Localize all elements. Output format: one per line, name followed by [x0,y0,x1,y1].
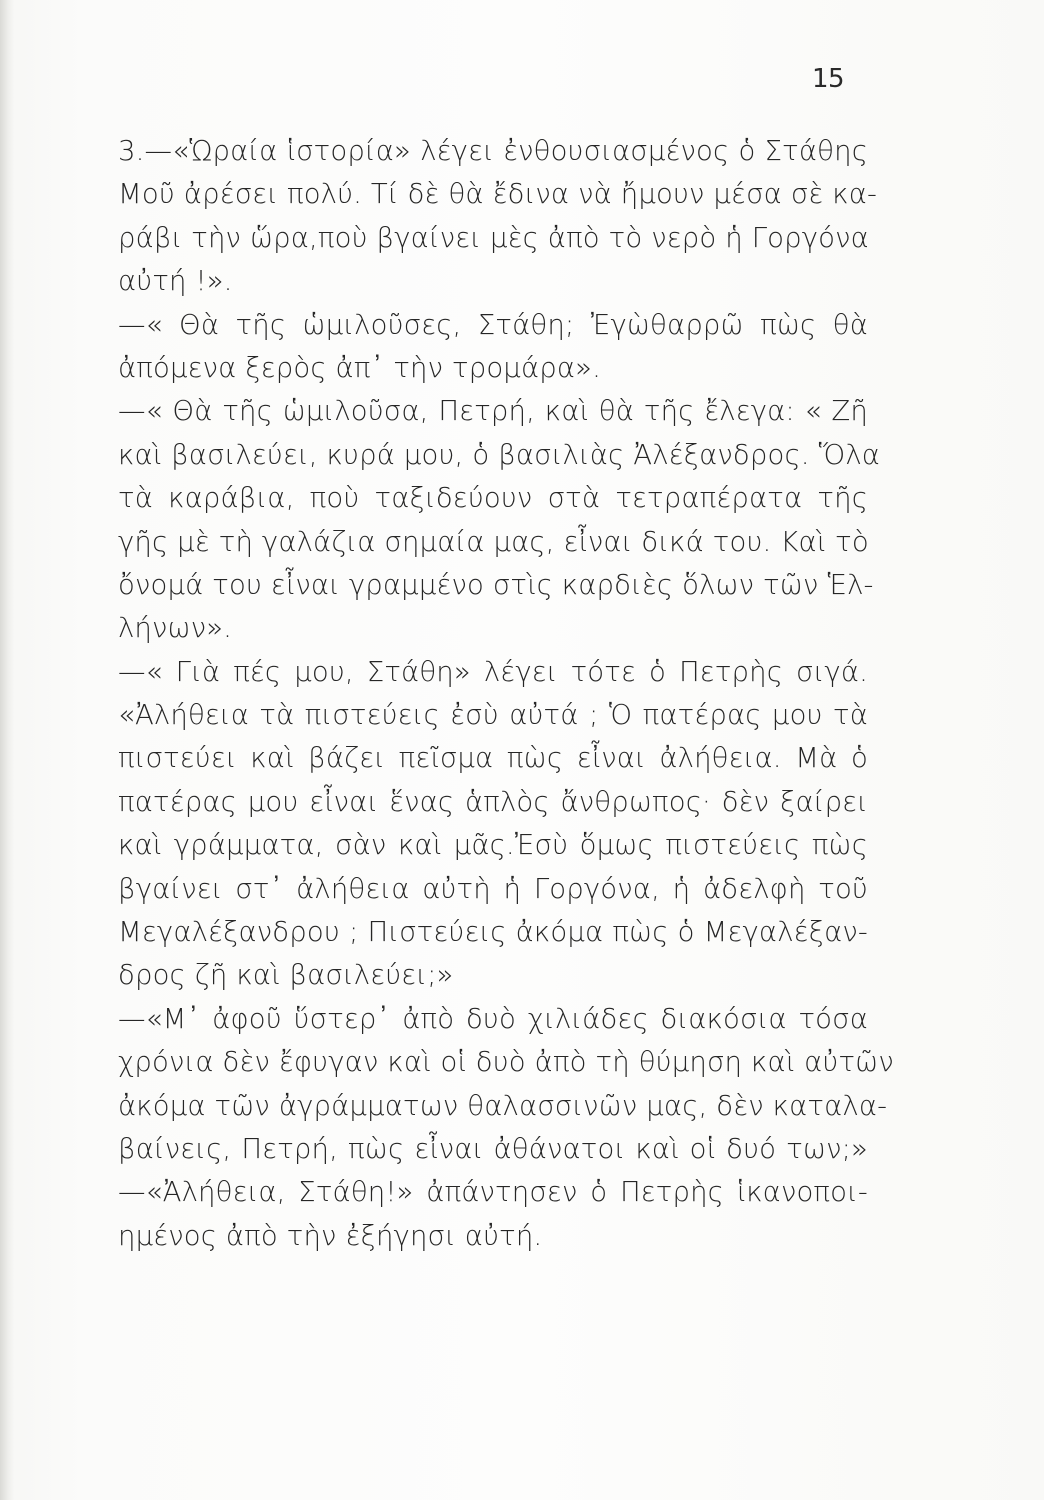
text-line: γῆς μὲ τὴ γαλάζια σημαία μας, εἶναι δικά του. Καὶ τὸ [118,525,869,558]
text-line: ράβι τὴν ὥρα,ποὺ βγαίνει μὲς ἀπὸ τὸ νερὸ ἡ Γοργόνα [118,221,869,254]
text-line: —« Θὰ τῆς ὡμιλοῦσα, Πετρή, καὶ θὰ τῆς ἔλεγα: « Ζῆ [118,395,868,428]
text-line: χρόνια δὲν ἔφυγαν καὶ οἱ δυὸ ἀπὸ τὴ θύμηση καὶ αὐτῶν [118,1046,894,1079]
body-text [118,130,894,1258]
page-number: 15 [812,64,845,94]
text-line: καὶ βασιλεύει, κυρά μου, ὁ βασιλιὰς Ἀλέξανδρος. Ὅλα [118,438,881,471]
text-line: πατέρας μου εἶναι ἕνας ἁπλὸς ἄνθρωπος· δὲν ξαίρει [118,785,868,818]
text-line: δρος ζῆ καὶ βασιλεύει;» [118,959,454,992]
page-edge-shadow [0,0,14,1500]
text-line: «Ἀλήθεια τὰ πιστεύεις ἐσὺ αὐτά ; Ὁ πατέρας μου τὰ [118,699,868,732]
text-line: λήνων». [118,612,233,645]
text-line: ημένος ἀπὸ τὴν ἐξήγησι αὐτή. [118,1219,543,1252]
text-line: —«Ἀλήθεια, Στάθη!» ἀπάντησεν ὁ Πετρὴς ἱκανοποι- [118,1176,868,1209]
text-line: βγαίνει στ᾽ ἀλήθεια αὐτὴ ἡ Γοργόνα, ἡ ἀδελφὴ τοῦ [118,872,868,905]
text-line: καὶ γράμματα, σὰν καὶ μᾶς.Ἐσὺ ὅμως πιστεύεις πὼς [118,829,868,862]
text-line: —« Γιὰ πές μου, Στάθη» λέγει τότε ὁ Πετρὴς σιγά. [118,655,868,688]
text-line: πιστεύει καὶ βάζει πεῖσμα πὼς εἶναι ἀλήθεια. Μὰ ὁ [118,742,868,775]
text-line: —« Θὰ τῆς ὡμιλοῦσες, Στάθη; Ἐγὼθαρρῶ πὼς θὰ [118,308,868,341]
text-line: αὐτή !». [118,265,233,298]
text-line: ἀκόμα τῶν ἀγράμματων θαλασσινῶν μας, δὲν καταλα- [118,1089,888,1122]
text-line: βαίνεις, Πετρή, πὼς εἶναι ἀθάνατοι καὶ οἱ δυό των;» [118,1132,868,1165]
text-line: ἀπόμενα ξερὸς ἀπ᾽ τὴν τρομάρα». [118,351,601,384]
text-line: Μεγαλέξανδρου ; Πιστεύεις ἀκόμα πὼς ὁ Μεγαλέξαν- [118,916,868,949]
text-line: τὰ καράβια, ποὺ ταξιδεύουν στὰ τετραπέρατα τῆς [118,482,868,515]
text-line: ὄνομά του εἶναι γραμμένο στὶς καρδιὲς ὅλων τῶν Ἑλ- [118,568,874,601]
text-line: Μοῦ ἀρέσει πολύ. Τί δὲ θὰ ἔδινα νὰ ἤμουν μέσα σὲ κα- [118,178,878,211]
text-line: —«Μ᾽ ἀφοῦ ὕστερ᾽ ἀπὸ δυὸ χιλιάδες διακόσια τόσα [118,1002,868,1035]
text-line: 3.—«Ὡραία ἱστορία» λέγει ἐνθουσιασμένος ὁ Στάθης [118,135,868,167]
